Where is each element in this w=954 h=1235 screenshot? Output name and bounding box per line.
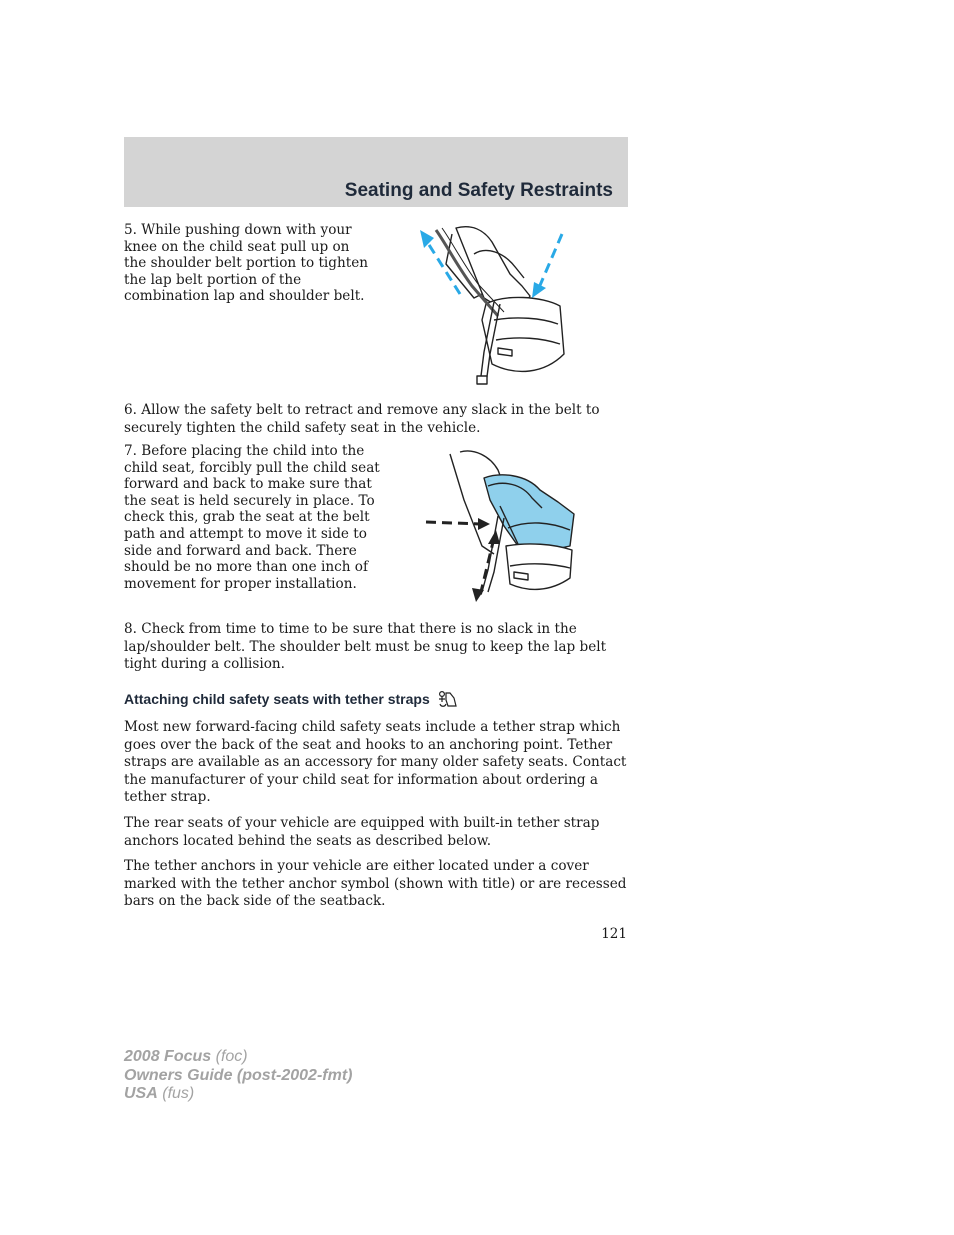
child-seat-movement-check-illustration xyxy=(424,450,580,604)
tether-heading-text: Attaching child safety seats with tether straps xyxy=(124,691,430,707)
footer-line-3 xyxy=(124,1085,352,1104)
page-number: 121 xyxy=(601,926,627,942)
footer-model-code: (foc) xyxy=(215,1048,248,1065)
child-seat-tightening-illustration xyxy=(412,224,574,390)
tether-paragraph-1: Most new forward-facing child safety seats include a tether strap which goes over the back of the seat and hooks to an anchoring point. Tether straps are available as an accessory for many older safety seats. Contact the manufacturer of your child seat for information about ordering a tether strap. xyxy=(124,719,627,806)
tether-section-heading xyxy=(124,690,458,708)
tether-anchor-icon xyxy=(436,690,458,708)
footer-model: 2008 Focus xyxy=(124,1048,212,1065)
step-7-text: 7. Before placing the child into the child seat, forcibly pull the child seat forward and back to make sure that the seat is held securely in place. To check this, grab the seat at the belt path and attempt to move it side to side and forward and back. There should be no more than one inch of movement for proper installation. xyxy=(124,443,380,592)
footer-line-2 xyxy=(124,1067,352,1086)
footer-market-code: (fus) xyxy=(162,1085,195,1102)
header-band xyxy=(124,137,628,207)
footer-guide: Owners Guide (post-2002-fmt) xyxy=(124,1066,353,1084)
section-title: Seating and Safety Restraints xyxy=(344,180,613,201)
step-5-text: 5. While pushing down with your knee on the child seat pull up on the shoulder belt portion to tighten the lap belt portion of the combination lap and shoulder belt. xyxy=(124,222,368,305)
tether-paragraph-2: The rear seats of your vehicle are equipped with built-in tether strap anchors located behind the seats as described below. xyxy=(124,815,600,849)
footer-market: USA xyxy=(124,1085,158,1102)
step-6-text: 6. Allow the safety belt to retract and remove any slack in the belt to securely tighten the child safety seat in the vehicle. xyxy=(124,402,600,436)
step-8-text: 8. Check from time to time to be sure that there is no slack in the lap/shoulder belt. The shoulder belt must be snug to keep the lap belt tight during a collision. xyxy=(124,621,607,673)
tether-paragraph-3: The tether anchors in your vehicle are either located under a cover marked with the tether anchor symbol (shown with title) or are recessed bars on the back side of the seatback. xyxy=(124,858,627,910)
document-footer xyxy=(124,1048,352,1104)
footer-line-1 xyxy=(124,1048,352,1067)
